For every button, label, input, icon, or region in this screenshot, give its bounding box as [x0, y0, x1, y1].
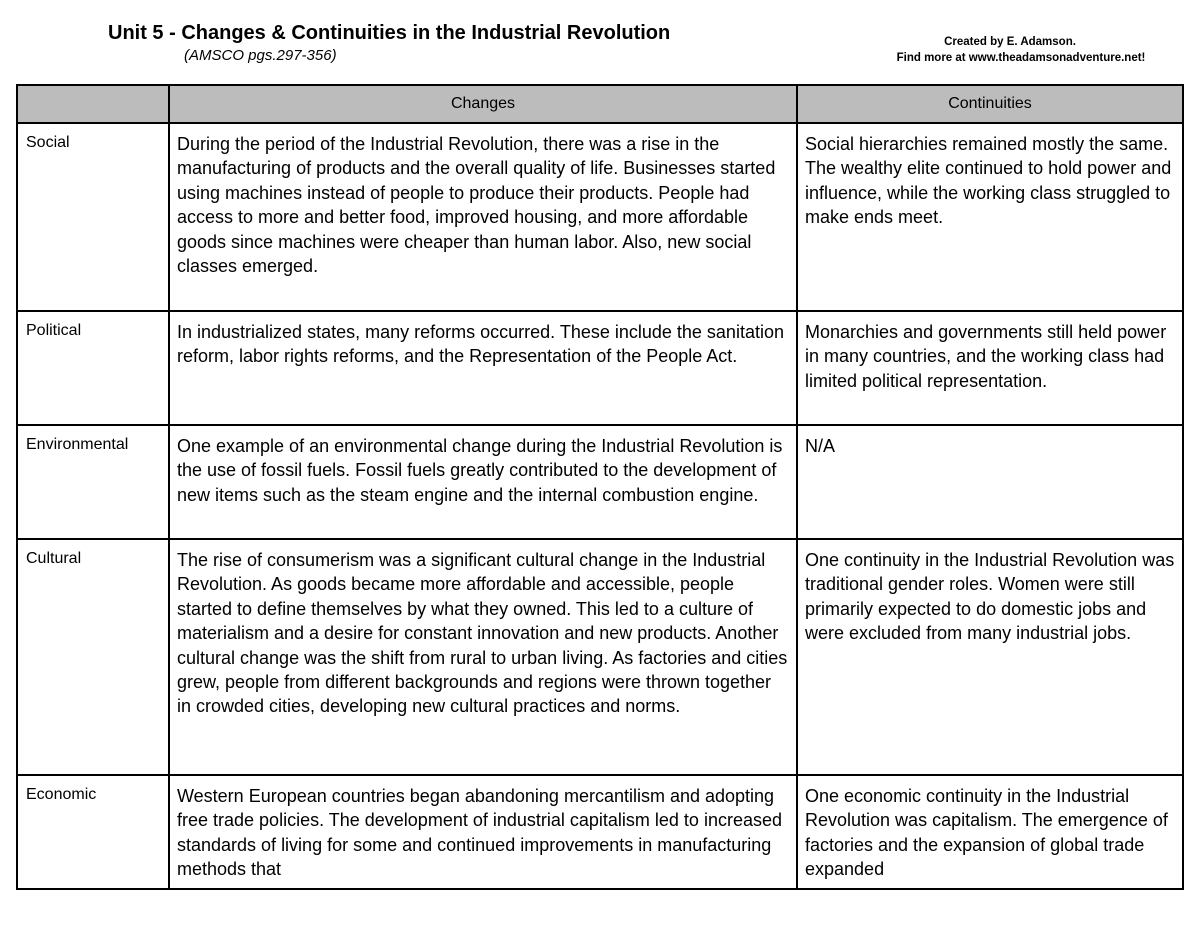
row-changes-economic: Western European countries began abandoning mercantilism and adopting free trade policies. The development of industrial capitalism led to increased standards of living for some and continued improvements in manufacturing methods that — [169, 775, 797, 889]
row-category-political: Political — [17, 311, 169, 425]
row-continuities-cultural: One continuity in the Industrial Revolution was traditional gender roles. Women were still primarily expected to do domestic jobs and were excluded from many industrial jobs. — [797, 539, 1183, 775]
header-cell-changes: Changes — [169, 85, 797, 123]
page-title: Unit 5 - Changes & Continuities in the Industrial Revolution — [108, 22, 671, 44]
row-category-social: Social — [17, 123, 169, 311]
table-row — [17, 311, 1183, 425]
table-row — [17, 775, 1183, 889]
row-changes-political: In industrialized states, many reforms occurred. These include the sanitation reform, labor rights reforms, and the Representation of the People Act. — [169, 311, 797, 425]
credit-website: Find more at www.theadamsonadventure.net! — [896, 52, 1146, 64]
changes-continuities-table — [16, 84, 1184, 890]
row-continuities-social: Social hierarchies remained mostly the same. The wealthy elite continued to hold power and influence, while the working class struggled to make ends meet. — [797, 123, 1183, 311]
credit-block — [850, 34, 1170, 66]
row-category-cultural: Cultural — [17, 539, 169, 775]
row-changes-social: During the period of the Industrial Revolution, there was a rise in the manufacturing of products and the overall quality of life. Businesses started using machines instead of people to produce their products. People had access to more and better food, improved housing, and more affordable goods since machines were cheaper than human labor. Also, new social classes emerged. — [169, 123, 797, 311]
row-continuities-economic: One economic continuity in the Industrial Revolution was capitalism. The emergence of factories and the expansion of global trade expanded — [797, 775, 1183, 889]
row-category-environmental: Environmental — [17, 425, 169, 539]
table-row — [17, 539, 1183, 775]
table-row — [17, 425, 1183, 539]
header-cell-category — [17, 85, 169, 123]
table-row — [17, 123, 1183, 311]
table-header-row — [17, 85, 1183, 123]
page-subtitle: (AMSCO pgs.297-356) — [184, 47, 337, 64]
row-continuities-environmental: N/A — [797, 425, 1183, 539]
row-changes-cultural: The rise of consumerism was a significant cultural change in the Industrial Revolution. As goods became more affordable and accessible, people started to define themselves by what they owned. This led to a culture of materialism and a desire for constant innovation and new products. Another cultural change was the shift from rural to urban living. As factories and cities grew, people from different backgrounds and regions were thrown together in crowded cities, developing new cultural practices and norms. — [169, 539, 797, 775]
header-cell-continuities: Continuities — [797, 85, 1183, 123]
row-continuities-political: Monarchies and governments still held power in many countries, and the working class had limited political representation. — [797, 311, 1183, 425]
row-changes-environmental: One example of an environmental change during the Industrial Revolution is the use of fossil fuels. Fossil fuels greatly contributed to the development of new items such as the steam engine and the internal combustion engine. — [169, 425, 797, 539]
credit-author: Created by E. Adamson. — [944, 36, 1076, 48]
row-category-economic: Economic — [17, 775, 169, 889]
